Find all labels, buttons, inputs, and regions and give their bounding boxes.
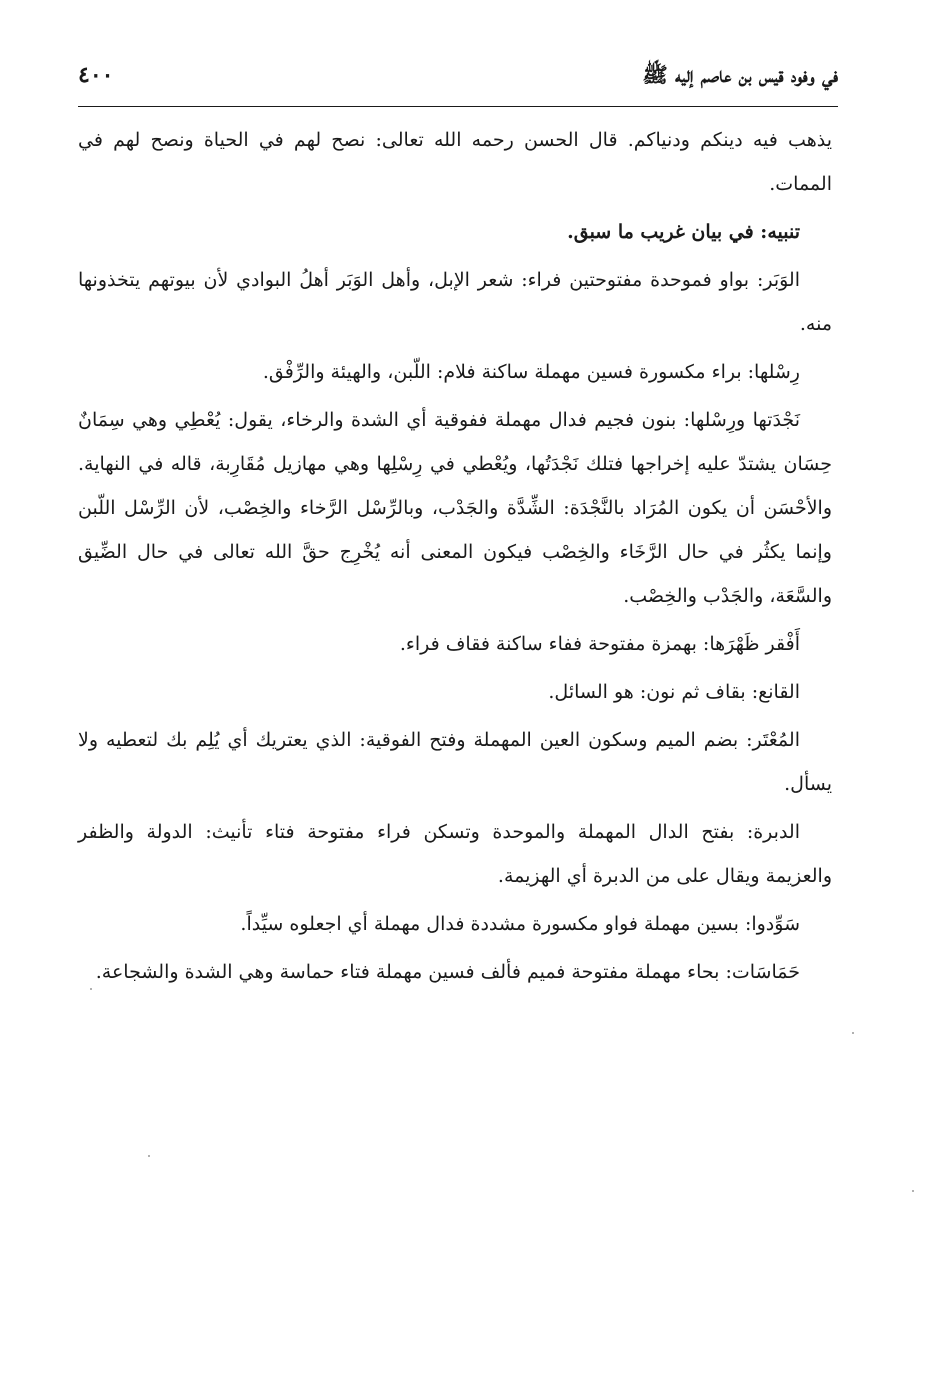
gloss-dabra: الدبرة: بفتح الدال المهملة والموحدة وتسكن فراء مفتوحة فتاء تأنيث: الدولة والظفر والعزيمة ويقال على من الدبرة أي الهزيمة. — [78, 821, 832, 887]
scan-speck — [90, 988, 92, 990]
gloss-rislha: رِسْلها: براء مكسورة فسين مهملة ساكنة فلام: اللّبن، والهيئة والرِّفْق. — [262, 361, 800, 383]
scan-speck — [912, 1190, 914, 1192]
scan-speck — [852, 1032, 854, 1034]
gloss-afqar: أَفْقر ظَهْرَها: بهمزة مفتوحة ففاء ساكنة فقاف فراء. — [399, 633, 800, 655]
paragraph-continuation: يذهب فيه دينكم ودنياكم. قال الحسن رحمه الله تعالى: نصح لهم في الحياة ونصح لهم في الممات. — [78, 129, 832, 195]
gloss-mutar: المُعْتَر: بضم الميم وسكون العين المهملة وفتح الفوقية: الذي يعتريك أي يُلِم بك لتعطيه ولا يسأل. — [78, 729, 832, 795]
gloss-hamasat: حَمَاسَات: بحاء مهملة مفتوحة فميم فألف فسين مهملة فتاء حماسة وهي الشدة والشجاعة. — [95, 961, 800, 983]
gloss-najdatha: نَجْدَتها ورِسْلها: بنون فجيم فدال مهملة ففوقية أي الشدة والرخاء، يقول: يُعْطِي وهي سِمَانٌ حِسَان يشتدّ عليه إخراجها فتلك نَجْدَتُها، ويُعْطي في رِسْلِها وهي مهازيل مُقَارِبة، قاله في النهاية. والأحْسَن أن يكون المُرَاد بالنَّجْدَة: الشِّدَّة والجَدْب، وبالرِّسْل الرَّخاء والخِصْب، لأن الرِّسْل اللّبن وإنما يكثُر في حال الرَّخَاء والخِصْب فيكون المعنى أنه يُخْرِج حقَّ الله تعالى في حال الضِّيق والسَّعَة، والجَدْب والخِصْب. — [78, 409, 832, 607]
scan-speck — [148, 1155, 150, 1157]
section-heading: تنبيه: في بيان غريب ما سبق. — [567, 221, 800, 243]
page-body — [78, 118, 832, 998]
running-title: في وفود قيس بن عاصم إليه ﷺ — [642, 62, 838, 87]
page-number: ٤٠٠ — [78, 62, 114, 88]
gloss-wabar: الوَبَر: بواو فموحدة مفتوحتين فراء: شعر الإبل، وأهل الوَبَر أهلُ البوادي لأن بيوتهم يتخذونها منه. — [78, 269, 832, 335]
gloss-sawwidu: سَوِّدوا: بسين مهملة فواو مكسورة مشددة فدال مهملة أي اجعلوه سيِّداً. — [240, 913, 800, 935]
page-header — [78, 60, 838, 100]
header-divider — [78, 106, 838, 107]
gloss-qani: القانع: بقاف ثم نون: هو السائل. — [548, 681, 800, 703]
